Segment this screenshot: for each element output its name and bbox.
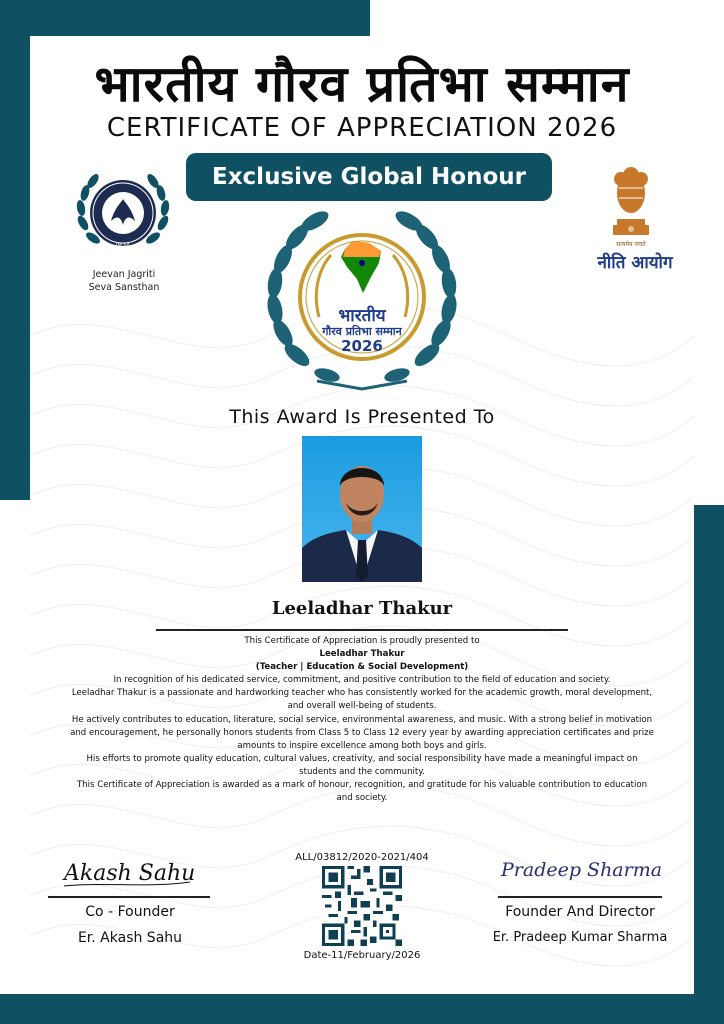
signature-left [60, 842, 200, 897]
certificate-body-text [70, 635, 654, 805]
signature-right [495, 840, 665, 895]
body-paragraph-1: In recognition of his dedicated service, commitment, and positive contribution to the field of education and society. [113, 675, 611, 686]
hindi-title: भारतीय गौरव प्रतिभा सम्मान [94, 55, 630, 113]
recipient-name-underline [156, 629, 568, 631]
recipient-name: Leeladhar Thakur [271, 598, 453, 619]
org-name-line1: Jeevan Jagriti [92, 269, 156, 280]
national-emblem-icon [605, 163, 657, 241]
org-name [60, 268, 188, 294]
body-paragraph-4: His efforts to promote quality education, cultural values, creativity, and social responsibility have made a meaningful impact on students and the community. [86, 753, 638, 777]
seal-country-text: INDIA [116, 243, 130, 249]
exclusive-honour-badge [186, 153, 552, 201]
body-intro: This Certificate of Appreciation is proudly presented to [244, 636, 480, 646]
emblem-motto: सत्यमेव जयते [616, 241, 646, 248]
qr-code[interactable] [322, 866, 402, 946]
niti-aayog-logo-text: नीति आयोग [597, 253, 673, 273]
certificate-title: CERTIFICATE OF APPRECIATION 2026 [106, 113, 618, 143]
cofounder-name: Er. Akash Sahu [77, 930, 183, 946]
signature-left-text: Akash Sahu [64, 861, 196, 886]
presented-to-heading: This Award Is Presented To [229, 406, 495, 428]
issue-date: Date-11/February/2026 [303, 950, 421, 961]
founder-name: Er. Pradeep Kumar Sharma [492, 930, 668, 945]
medal-text-line1: भारतीय [338, 306, 386, 326]
body-paragraph-2: Leeladhar Thakur is a passionate and hardworking teacher who has consistently worked for the academic growth, moral development, and overall well-being of students. [71, 688, 653, 712]
founder-role: Founder And Director [505, 904, 655, 920]
frame-right-bar [694, 505, 724, 1024]
badge-label: Exclusive Global Honour [212, 164, 526, 190]
medal-text-line2: गौरव प्रतिभा सम्मान [322, 325, 402, 338]
org-seal-logo [73, 163, 173, 263]
body-name: Leeladhar Thakur [319, 649, 405, 660]
signature-right-rule [498, 896, 662, 898]
frame-top-bar [0, 0, 370, 20]
registration-number: ALL/03812/2020-2021/404 [295, 852, 429, 863]
award-medal-emblem [257, 205, 467, 395]
recipient-photo [302, 436, 422, 582]
body-paragraph-3: He actively contributes to education, literature, social service, environmental awareness, and music. With a strong belief in motivation and encouragement, he personally honors students from Class 5 to Class 12 every year by awarding appreciation certificates and prize amounts to inspire excellence among both boys and girls. [70, 714, 654, 751]
frame-top-bar-inner [30, 20, 370, 36]
org-name-line2: Seva Sansthan [88, 282, 160, 293]
body-paragraph-5: This Certificate of Appreciation is awarded as a mark of honour, recognition, and gratitude for his valuable contribution to education and society. [76, 780, 648, 804]
signature-left-rule [48, 896, 210, 898]
body-designation: (Teacher | Education & Social Development) [255, 662, 469, 673]
signature-right-text: Pradeep Sharma [501, 859, 663, 881]
cofounder-role: Co - Founder [85, 904, 175, 920]
frame-bottom-bar [0, 994, 724, 1024]
medal-year: 2026 [341, 337, 383, 355]
